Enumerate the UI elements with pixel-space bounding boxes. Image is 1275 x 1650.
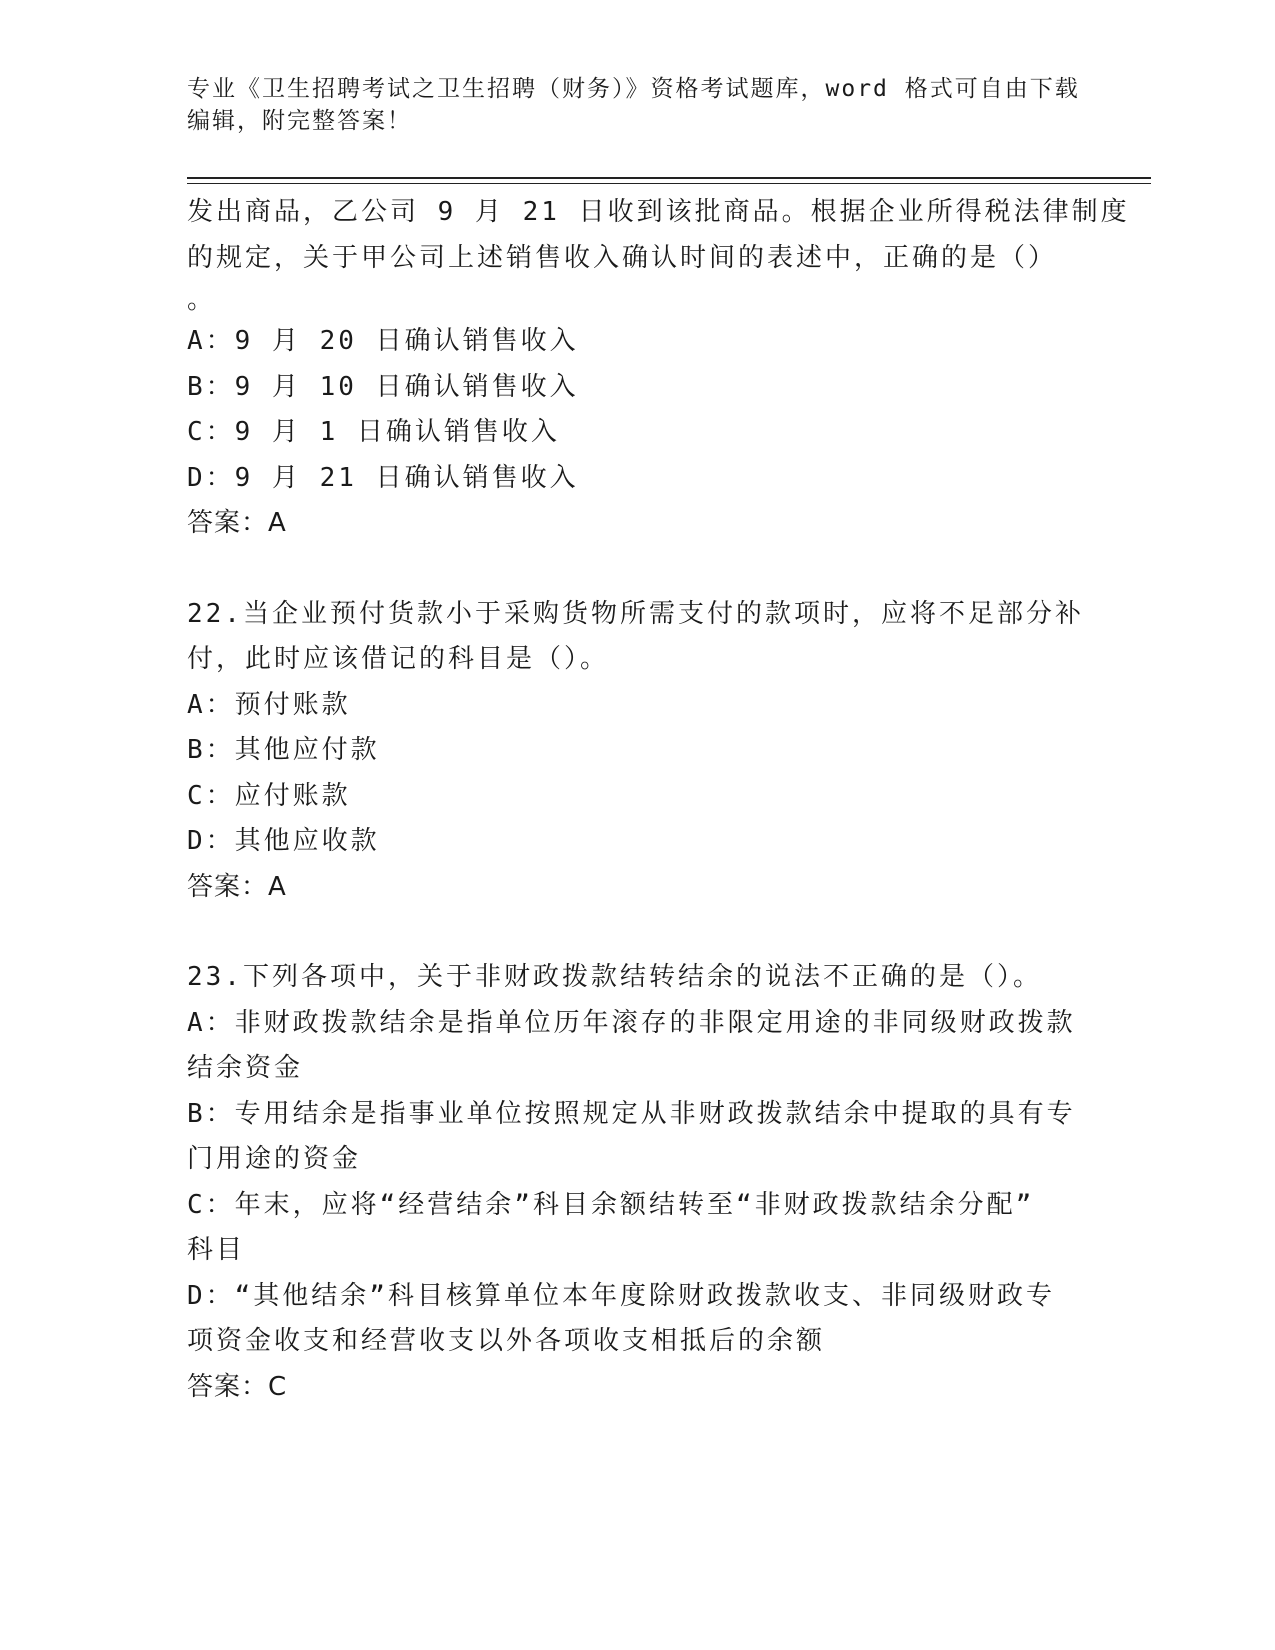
option-a: A：9 月 20 日确认销售收入 <box>187 326 579 356</box>
spacer <box>187 547 1087 592</box>
option-d-continued: 项资金收支和经营收支以外各项收支相抵后的余额 <box>187 1326 826 1356</box>
question-stem-line: 发出商品，乙公司 9 月 21 日收到该批商品。根据企业所得税法律制度 <box>187 197 1130 227</box>
header-line-2: 编辑，附完整答案！ <box>187 108 412 134</box>
option-b: B：其他应付款 <box>187 735 380 765</box>
option-c: C：年末，应将“经营结余”科目余额结转至“非财政拨款结余分配” <box>187 1189 1035 1220</box>
header-line-1: 专业《卫生招聘考试之卫生招聘（财务）》资格考试题库，word 格式可自由下载 <box>187 76 1080 102</box>
option-b: B：专用结余是指事业单位按照规定从非财政拨款结余中提取的具有专 <box>187 1098 1076 1129</box>
option-c: C：应付账款 <box>187 780 351 811</box>
question-22 <box>187 592 1087 911</box>
option-a: A：非财政拨款结余是指单位历年滚存的非限定用途的非同级财政拨款 <box>187 1007 1076 1038</box>
option-d: D：9 月 21 日确认销售收入 <box>187 462 579 493</box>
answer-label: 答案：A <box>187 508 287 538</box>
option-c-continued: 科目 <box>187 1235 246 1265</box>
question-23 <box>187 955 1087 1410</box>
option-b-continued: 门用途的资金 <box>187 1144 362 1174</box>
option-a: A：预付账款 <box>187 689 351 720</box>
document-header <box>187 73 1087 137</box>
answer-label: 答案：C <box>187 1371 288 1402</box>
option-d: D：其他应收款 <box>187 826 380 856</box>
option-d: D：“其他结余”科目核算单位本年度除财政拨款收支、非同级财政专 <box>187 1280 1055 1311</box>
option-b: B：9 月 10 日确认销售收入 <box>187 371 579 402</box>
question-stem-line: 。 <box>187 285 217 315</box>
spacer <box>187 910 1087 955</box>
answer-label: 答案：A <box>187 871 287 902</box>
option-a-continued: 结余资金 <box>187 1053 304 1083</box>
question-stem-line: 付，此时应该借记的科目是（）。 <box>187 644 610 674</box>
question-21 <box>187 190 1130 547</box>
question-stem-line: 23.下列各项中，关于非财政拨款结转结余的说法不正确的是（）。 <box>187 962 1042 992</box>
question-stem-line: 22.当企业预付货款小于采购货物所需支付的款项时，应将不足部分补 <box>187 598 1084 629</box>
question-content <box>187 190 1130 1410</box>
header-divider-thin <box>187 183 1151 184</box>
option-c: C：9 月 1 日确认销售收入 <box>187 417 560 447</box>
header-divider-thick <box>187 177 1151 179</box>
question-stem-line: 的规定，关于甲公司上述销售收入确认时间的表述中，正确的是（） <box>187 242 1058 273</box>
